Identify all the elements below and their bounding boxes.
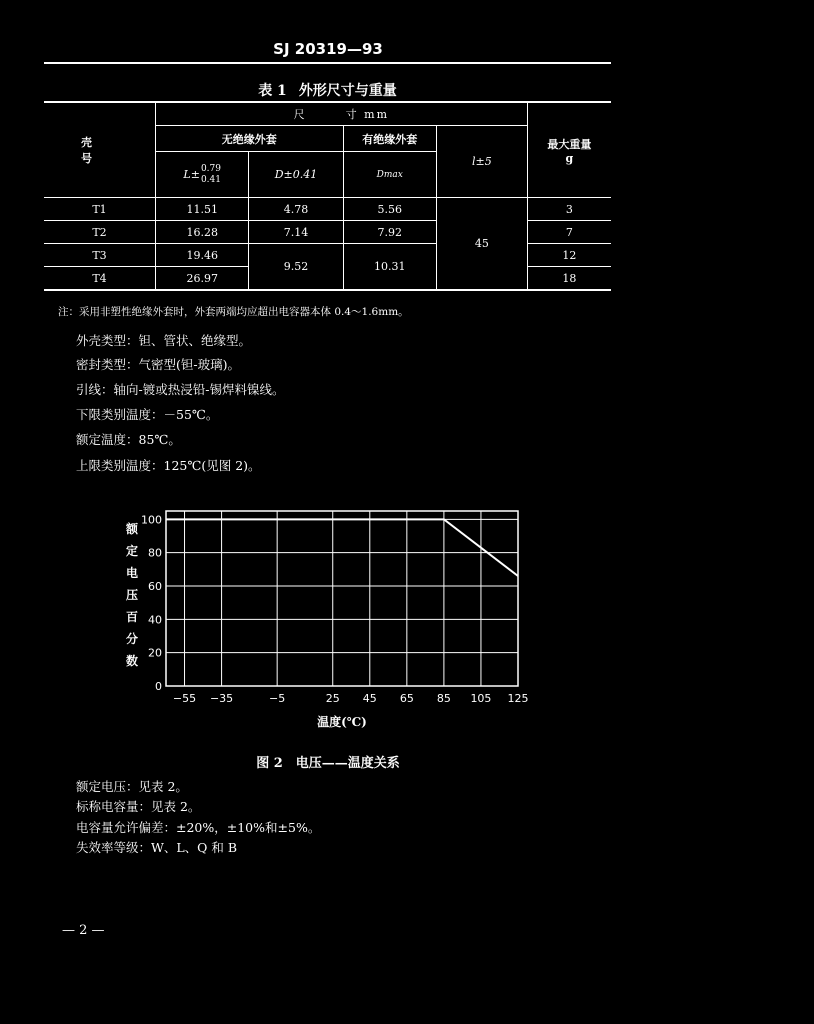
chart-plot-frame [166, 511, 518, 686]
header-rule [44, 62, 611, 64]
table-cell-case: T4 [44, 267, 156, 291]
spec-tolerance: 电容量允许偏差：±20%，±10%和±5%。 [76, 820, 321, 835]
table-caption-number: 表 1 [258, 83, 287, 99]
spec-capacitance: 标称电容量：见表 2。 [76, 799, 201, 814]
header-diameter: D±0.41 [249, 152, 343, 198]
chart-y-tick-label: 0 [155, 680, 162, 693]
table-caption-text: 外形尺寸与重量 [298, 83, 397, 99]
spec-rated-temp: 额定温度：85℃。 [76, 432, 181, 447]
header-with-sleeve: 有绝缘外套 [343, 126, 436, 152]
chart-x-tick-label: −5 [269, 692, 286, 705]
chart-x-tick-label: −35 [209, 692, 234, 705]
header-max-weight [527, 102, 611, 198]
chart-x-tick-label: 105 [470, 692, 492, 705]
chart-y-tick-label: 40 [148, 613, 162, 627]
chart-y-tick-label: 20 [148, 646, 162, 660]
figure-caption: 图 2 电压——温度关系 [256, 756, 400, 771]
header-max-weight-unit: g [565, 151, 574, 165]
chart-x-tick-label: 125 [507, 692, 529, 705]
table-caption [44, 80, 611, 100]
chart-y-tick-label: 100 [141, 513, 162, 527]
table-cell-weight: 3 [527, 198, 611, 221]
header-length [156, 152, 249, 198]
spec-upper-temp: 上限类别温度：125℃(见图 2)。 [76, 458, 261, 473]
table-cell-weight: 7 [527, 221, 611, 244]
spec-lower-temp: 下限类别温度：－55℃。 [76, 407, 219, 422]
header-case-number: 壳 号 [44, 102, 156, 198]
table-cell-lead-length: 45 [436, 198, 527, 291]
table-cell-dmax: 5.56 [343, 198, 436, 221]
table-note: 注：采用非塑性绝缘外套时，外套两端均应超出电容器本体 0.4～1.6mm。 [58, 306, 409, 318]
table-cell-length: 16.28 [156, 221, 249, 244]
voltage-temperature-chart [110, 505, 540, 735]
header-lead-length: l±5 [436, 126, 527, 198]
chart-y-axis-label-char: 分 [125, 632, 139, 646]
table-cell-diameter-merged: 9.52 [249, 244, 343, 291]
chart-y-tick-label: 80 [148, 546, 162, 560]
chart-y-axis-label-char: 百 [125, 610, 139, 624]
table-cell-dmax-merged: 10.31 [343, 244, 436, 291]
header-length-lower: 0.41 [200, 174, 221, 185]
header-length-upper: 0.79 [200, 163, 221, 174]
table-cell-length: 19.46 [156, 244, 249, 267]
header-max-weight-label: 最大重量 [547, 137, 592, 151]
chart-x-tick-label: 85 [436, 692, 451, 705]
header-length-base: L± [183, 167, 200, 181]
chart-series-line [166, 519, 518, 576]
table-cell-dmax: 7.92 [343, 221, 436, 244]
table-cell-case: T2 [44, 221, 156, 244]
spec-case-type: 外壳类型：钽、管状、绝缘型。 [76, 333, 252, 348]
table-cell-diameter: 4.78 [249, 198, 343, 221]
chart-y-axis-label-char: 定 [125, 544, 139, 558]
chart-y-axis-label-char: 电 [125, 566, 139, 580]
chart-x-tick-label: −55 [172, 692, 197, 705]
table-cell-weight: 18 [527, 267, 611, 291]
header-dmax: Dmax [343, 152, 436, 198]
page-number: — 2 — [62, 923, 105, 938]
spec-rated-voltage: 额定电压：见表 2。 [76, 779, 188, 794]
dimensions-table [44, 101, 611, 291]
table-cell-diameter: 7.14 [249, 221, 343, 244]
table-cell-case: T3 [44, 244, 156, 267]
chart-y-axis-label-char: 数 [125, 654, 139, 668]
header-length-tolerance [201, 164, 221, 186]
chart-y-axis-label-char: 额 [125, 522, 139, 536]
table-cell-weight: 12 [527, 244, 611, 267]
chart-x-axis-label: 温度(℃) [317, 715, 367, 729]
header-dimensions: 尺 寸 mm [156, 102, 528, 126]
chart-x-tick-label: 45 [362, 692, 377, 705]
chart-y-axis-label-char: 压 [125, 588, 139, 602]
dimensions-table-wrapper [44, 101, 611, 291]
spec-leads: 引线：轴向-镀或热浸铅-锡焊料镍线。 [76, 382, 285, 397]
chart-y-tick-label: 60 [148, 580, 162, 593]
table-cell-case: T1 [44, 198, 156, 221]
table-cell-length: 26.97 [156, 267, 249, 291]
document-id: SJ 20319—93 [273, 40, 383, 58]
spec-failure-rate: 失效率等级：W、L、Q 和 B [76, 840, 238, 855]
voltage-temperature-figure [110, 505, 540, 739]
spec-seal-type: 密封类型：气密型(钽-玻璃)。 [76, 357, 240, 372]
chart-x-tick-label: 65 [399, 692, 414, 705]
header-no-sleeve: 无绝缘外套 [156, 126, 344, 152]
chart-x-tick-label: 25 [325, 692, 340, 705]
table-cell-length: 11.51 [156, 198, 249, 221]
